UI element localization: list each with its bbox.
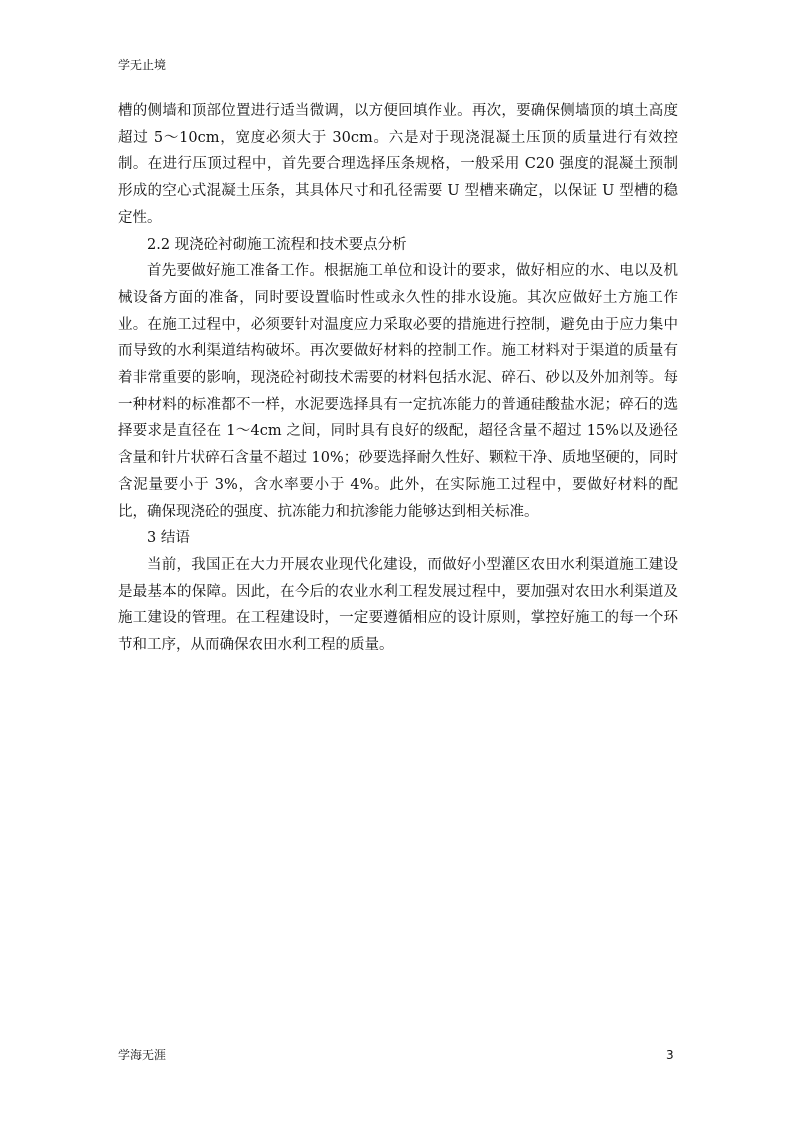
- page-number: 3: [666, 1048, 674, 1062]
- section-heading: 2.2 现浇砼衬砌施工流程和技术要点分析: [147, 236, 407, 253]
- section-heading: 3 结语: [147, 530, 190, 547]
- body-paragraph: 槽的侧墙和顶部位置进行适当微调，以方便回填作业。再次，要确保侧墙顶的填土高度超过 5～10cm，宽度必须大于 30cm。六是对于现浇混凝土压顶的质量进行有效控制。在进行压顶过程中，首先要合理选择压条规格，一般采用 C20 强度的混凝土预制形成的空心式混凝土压条，其具体尺寸和孔径需要 U 型槽来确定，以保证 U 型槽的稳定性。: [118, 103, 678, 226]
- document-body: [118, 98, 678, 659]
- page-footer: 学海无涯: [118, 1048, 167, 1062]
- body-paragraph: 当前，我国正在大力开展农业现代化建设，而做好小型灌区农田水利渠道施工建设是最基本的保障。因此，在今后的农业水利工程发展过程中，要加强对农田水利渠道及施工建设的管理。在工程建设时，一定要遵循相应的设计原则，掌控好施工的每一个环节和工序，从而确保农田水利工程的质量。: [118, 556, 678, 654]
- body-paragraph: 首先要做好施工准备工作。根据施工单位和设计的要求，做好相应的水、电以及机械设备方面的准备，同时要设置临时性或永久性的排水设施。其次应做好土方施工作业。在施工过程中，必须要针对温度应力采取必要的措施进行控制，避免由于应力集中而导致的水利渠道结构破坏。再次要做好材料的控制工作。施工材料对于渠道的质量有着非常重要的影响，现浇砼衬砌技术需要的材料包括水泥、碎石、砂以及外加剂等。每一种材料的标准都不一样，水泥要选择具有一定抗冻能力的普通硅酸盐水泥；碎石的选择要求是直径在 1～4cm 之间，同时具有良好的级配，超径含量不超过 15%以及逊径含量和针片状碎石含量不超过 10%；砂要选择耐久性好、颗粒干净、质地坚硬的，同时含泥量要小于 3%，含水率要小于 4%。此外，在实际施工过程中，要做好材料的配比，确保现浇砼的强度、抗冻能力和抗渗能力能够达到相关标准。: [118, 263, 678, 520]
- page-header: 学无止境: [118, 58, 167, 72]
